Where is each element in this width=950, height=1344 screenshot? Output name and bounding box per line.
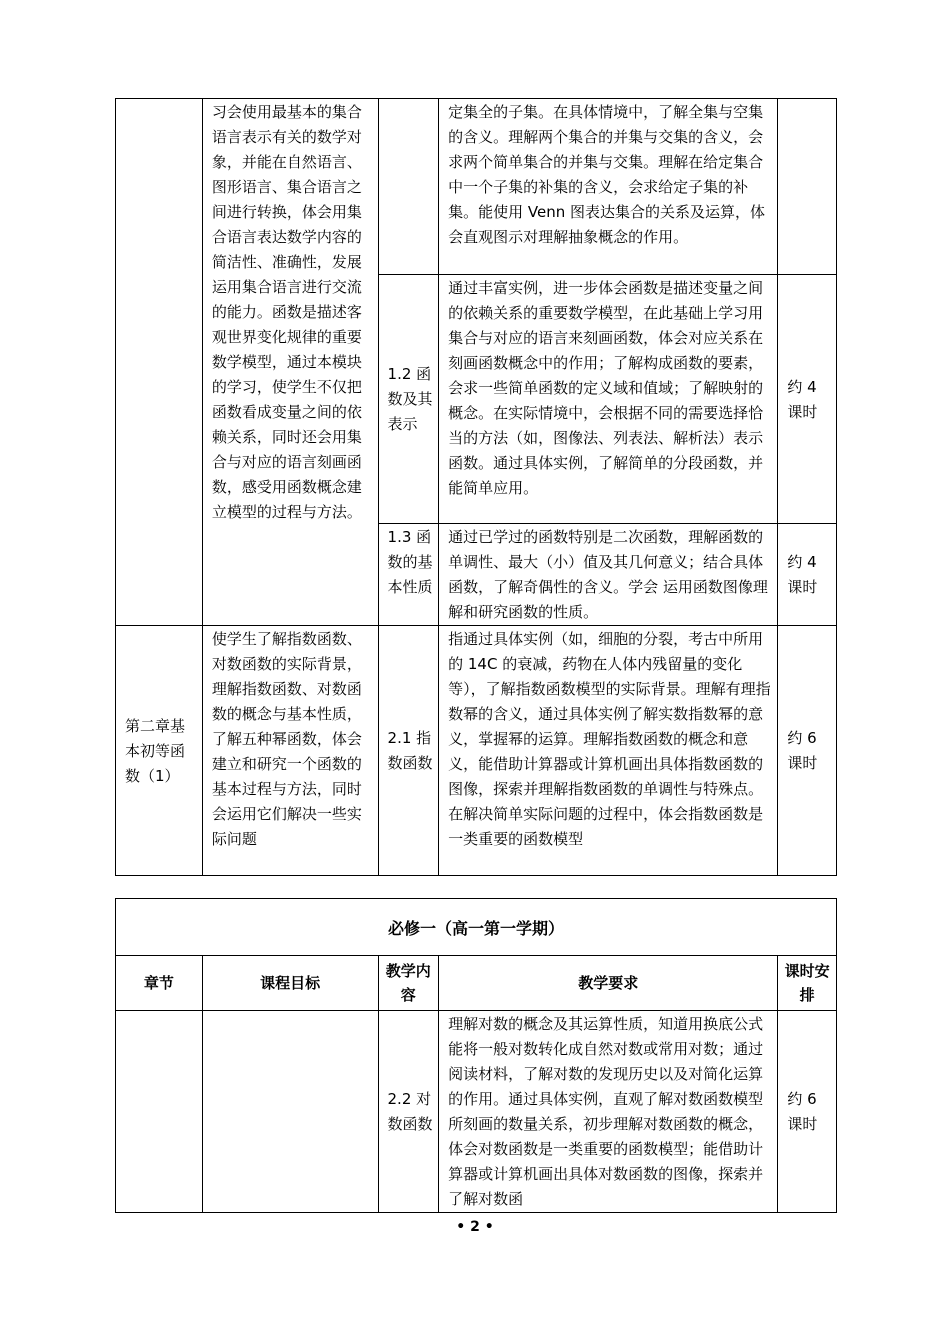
header-hours: 课时安排 xyxy=(778,956,837,1011)
chapter-cell xyxy=(116,1011,203,1213)
goal-cell xyxy=(202,1011,378,1213)
chapter-text: 第二章基本初等函数（1） xyxy=(125,716,186,785)
header-goal: 课程目标 xyxy=(202,956,378,1011)
requirement-text: 通过丰富实例，进一步体会函数是描述变量之间的依赖关系的重要数学模型，在此基础上学习用集合与对应的语言来刻画函数，体会对应关系在刻画函数概念中的作用；了解构成函数的要素，会求一些简单函数的定义域和值域；了解映射的概念。在实际情境中，会根据不同的需要选择恰当的方法（如，图像法、列表法、解析法）表示函数。通过具体实例，了解简单的分段函数，并能简单应用。 xyxy=(448,279,764,497)
table-row xyxy=(116,1011,837,1213)
goal-text: 使学生了解指数函数、对数函数的实际背景，理解指数函数、对数函数的概念与基本性质，了解五种幂函数，体会建立和研究一个函数的基本过程与方法，同时会运用它们解决一些实际问题 xyxy=(211,630,362,848)
content-text: 1.3 函数的基本性质 xyxy=(387,528,433,596)
table-header-row xyxy=(116,956,837,1011)
header-chapter: 章节 xyxy=(116,956,203,1011)
syllabus-table-continued xyxy=(115,98,837,876)
requirement-text: 指通过具体实例（如，细胞的分裂，考古中所用的 14C 的衰减，药物在人体内残留量的变化等），了解指数函数模型的实际背景。理解有理指数幂的含义，通过具体实例了解实数指数幂的意义，掌握幂的运算。理解指数函数的概念和意义，能借助计算器或计算机画出具体指数函数的图像，探索并理解指数函数的单调性与特殊点。在解决简单实际问题的过程中，体会指数函数是一类重要的函数模型 xyxy=(448,630,771,848)
hours-cell xyxy=(778,1011,837,1213)
hours-cell xyxy=(778,99,837,275)
requirement-cell xyxy=(439,1011,778,1213)
table-title: 必修一（高一第一学期） xyxy=(116,899,837,956)
hours-text: 约 4 课时 xyxy=(787,377,818,421)
content-text: 2.2 对数函数 xyxy=(387,1090,433,1133)
goal-text: 习会使用最基本的集合语言表示有关的数学对象，并能在自然语言、图形语言、集合语言之间进行转换，体会用集合语言表达数学内容的简洁性、准确性，发展运用集合语言进行交流的能力。函数是描述客观世界变化规律的重要数学模型，通过本模块的学习，使学生不仅把函数看成变量之间的依赖关系，同时还会用集合与对应的语言刻画函数，感受用函数概念建立模型的过程与方法。 xyxy=(211,103,362,521)
hours-text xyxy=(778,99,836,100)
header-requirement: 教学要求 xyxy=(439,956,778,1011)
hours-cell xyxy=(778,626,837,876)
content-cell xyxy=(378,275,439,524)
chapter-cell xyxy=(116,626,203,876)
content-text: 2.1 指数函数 xyxy=(387,729,433,772)
content-cell xyxy=(378,99,439,275)
content-cell xyxy=(378,626,439,876)
header-content: 教学内容 xyxy=(378,956,439,1011)
page-number: • 2 • xyxy=(456,1219,494,1235)
content-cell xyxy=(378,524,439,626)
goal-cell xyxy=(202,99,378,626)
requirement-cell xyxy=(439,275,778,524)
requirement-text: 定集全的子集。在具体情境中，了解全集与空集的含义。理解两个集合的并集与交集的含义，会求两个简单集合的并集与交集。理解在给定集合中一个子集的补集的含义，会求给定子集的补集。能使用 Venn 图表达集合的关系及运算，体会直观图示对理解抽象概念的作用。 xyxy=(448,103,765,246)
syllabus-table xyxy=(115,898,837,1213)
content-cell xyxy=(378,1011,439,1213)
content-text: 1.2 函数及其表示 xyxy=(387,365,433,433)
requirement-cell xyxy=(439,99,778,275)
requirement-cell xyxy=(439,626,778,876)
chapter-cell xyxy=(116,99,203,626)
table-title-row xyxy=(116,899,837,956)
table-row xyxy=(116,99,837,275)
requirement-text: 通过已学过的函数特别是二次函数，理解函数的单调性、最大（小）值及其几何意义；结合具体函数，了解奇偶性的含义。学会 运用函数图像理解和研究函数的性质。 xyxy=(448,528,768,621)
hours-cell xyxy=(778,275,837,524)
requirement-cell xyxy=(439,524,778,626)
hours-text: 约 6 课时 xyxy=(787,729,818,772)
hours-text: 约 6 课时 xyxy=(787,1090,818,1133)
hours-cell xyxy=(778,524,837,626)
requirement-text: 理解对数的概念及其运算性质，知道用换底公式能将一般对数转化成自然对数或常用对数；通过阅读材料，了解对数的发现历史以及对简化运算的作用。通过具体实例，直观了解对数函数模型所刻画的数量关系，初步理解对数函数的概念，体会对数函数是一类重要的函数模型；能借助计算器或计算机画出具体对数函数的图像，探索并了解对数函 xyxy=(448,1015,764,1208)
chapter-text xyxy=(116,1011,202,1012)
hours-text: 约 4 课时 xyxy=(787,553,818,596)
table-row xyxy=(116,626,837,876)
goal-text xyxy=(203,1011,378,1012)
goal-cell xyxy=(202,626,378,876)
content-text xyxy=(379,99,439,100)
